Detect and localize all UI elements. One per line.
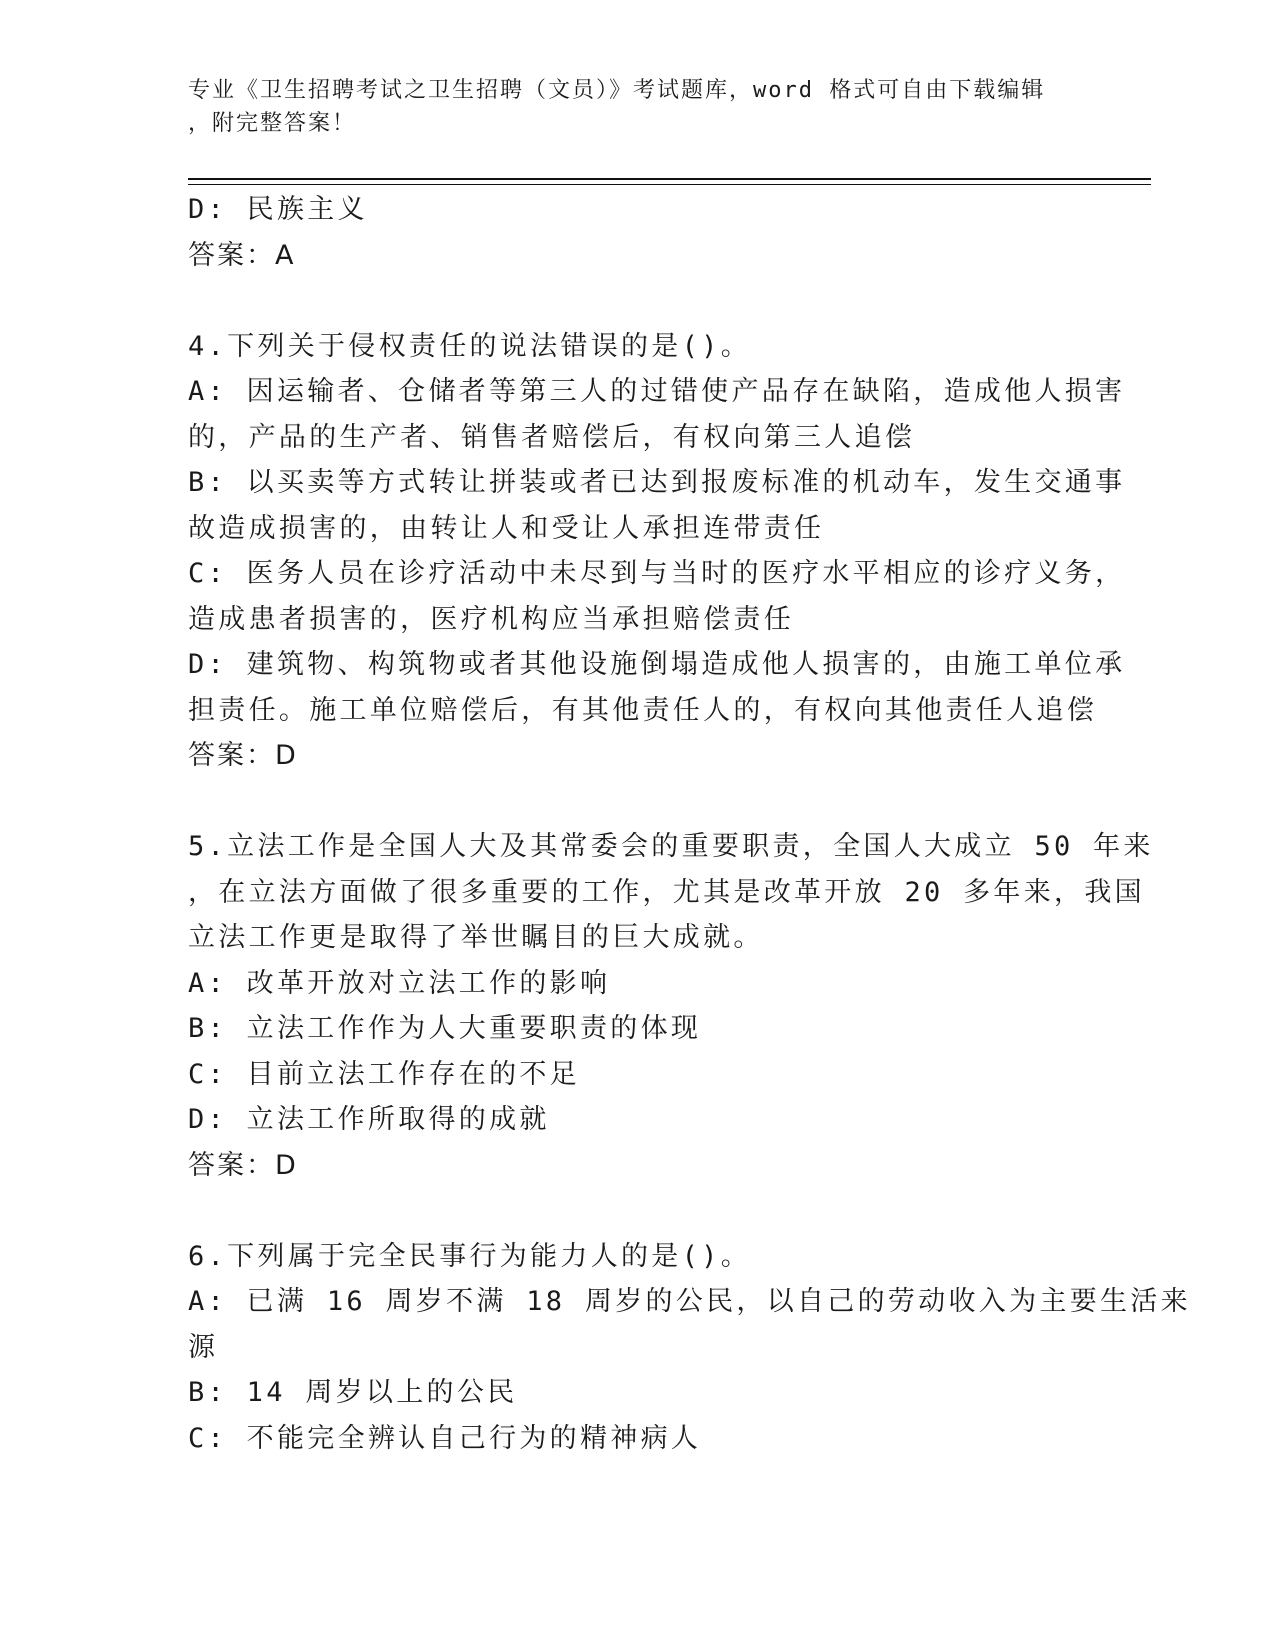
option-d: D: 建筑物、构筑物或者其他设施倒塌造成他人损害的，由施工单位承 [188, 649, 1126, 680]
header-divider-thin [188, 184, 1151, 185]
header-divider [188, 178, 1151, 180]
question-stem-continued: 立法工作更是取得了举世瞩目的巨大成就。 [188, 922, 764, 953]
option-a-continued: 源 [188, 1331, 219, 1363]
question-stem-continued: ，在立法方面做了很多重要的工作，尤其是改革开放 20 多年来，我国 [188, 876, 1145, 908]
option-c: C: 目前立法工作存在的不足 [188, 1058, 580, 1090]
question-stem: 4.下列关于侵权责任的说法错误的是()。 [188, 330, 752, 362]
header-line: ，附完整答案！ [188, 111, 357, 136]
question-6 [188, 1234, 1191, 1462]
document-header [188, 74, 1068, 140]
answer-line: 答案：D [188, 1149, 298, 1181]
option-a: A: 改革开放对立法工作的影响 [188, 967, 611, 999]
option-a: A: 因运输者、仓储者等第三人的过错使产品存在缺陷，造成他人损害 [188, 376, 1126, 407]
option-d: D: 民族主义 [188, 194, 368, 225]
option-a: A: 已满 16 周岁不满 18 周岁的公民，以自己的劳动收入为主要生活来 [188, 1286, 1191, 1317]
option-a-continued: 的，产品的生产者、销售者赔偿后，有权向第三人追偿 [188, 421, 916, 453]
option-b: B: 以买卖等方式转让拼装或者已达到报废标准的机动车，发生交通事 [188, 467, 1126, 498]
option-b-continued: 故造成损害的，由转让人和受让人承担连带责任 [188, 512, 825, 544]
header-line: 专业《卫生招聘考试之卫生招聘（文员）》考试题库，word 格式可自由下载编辑 [188, 78, 1046, 103]
question-stem: 6.下列属于完全民事行为能力人的是()。 [188, 1240, 752, 1272]
spacer [188, 278, 1088, 324]
option-b: B: 立法工作作为人大重要职责的体现 [188, 1013, 702, 1044]
answer-line: 答案：D [188, 740, 298, 771]
option-d-continued: 担责任。施工单位赔偿后，有其他责任人的，有权向其他责任人追偿 [188, 694, 1097, 726]
spacer [188, 1188, 1088, 1234]
document-body [188, 187, 1191, 1461]
spacer [188, 779, 1088, 825]
answer-line: 答案：A [188, 239, 296, 271]
question-5 [188, 824, 1154, 1188]
option-c: C: 不能完全辨认自己行为的精神病人 [188, 1422, 702, 1454]
option-d: D: 立法工作所取得的成就 [188, 1104, 550, 1135]
question-4 [188, 324, 1126, 779]
option-b: B: 14 周岁以上的公民 [188, 1377, 518, 1408]
option-c-continued: 造成患者损害的，医疗机构应当承担赔偿责任 [188, 603, 794, 635]
option-c: C: 医务人员在诊疗活动中未尽到与当时的医疗水平相应的诊疗义务， [188, 558, 1126, 589]
question-stem: 5.立法工作是全国人大及其常委会的重要职责，全国人大成立 50 年来 [188, 831, 1154, 862]
